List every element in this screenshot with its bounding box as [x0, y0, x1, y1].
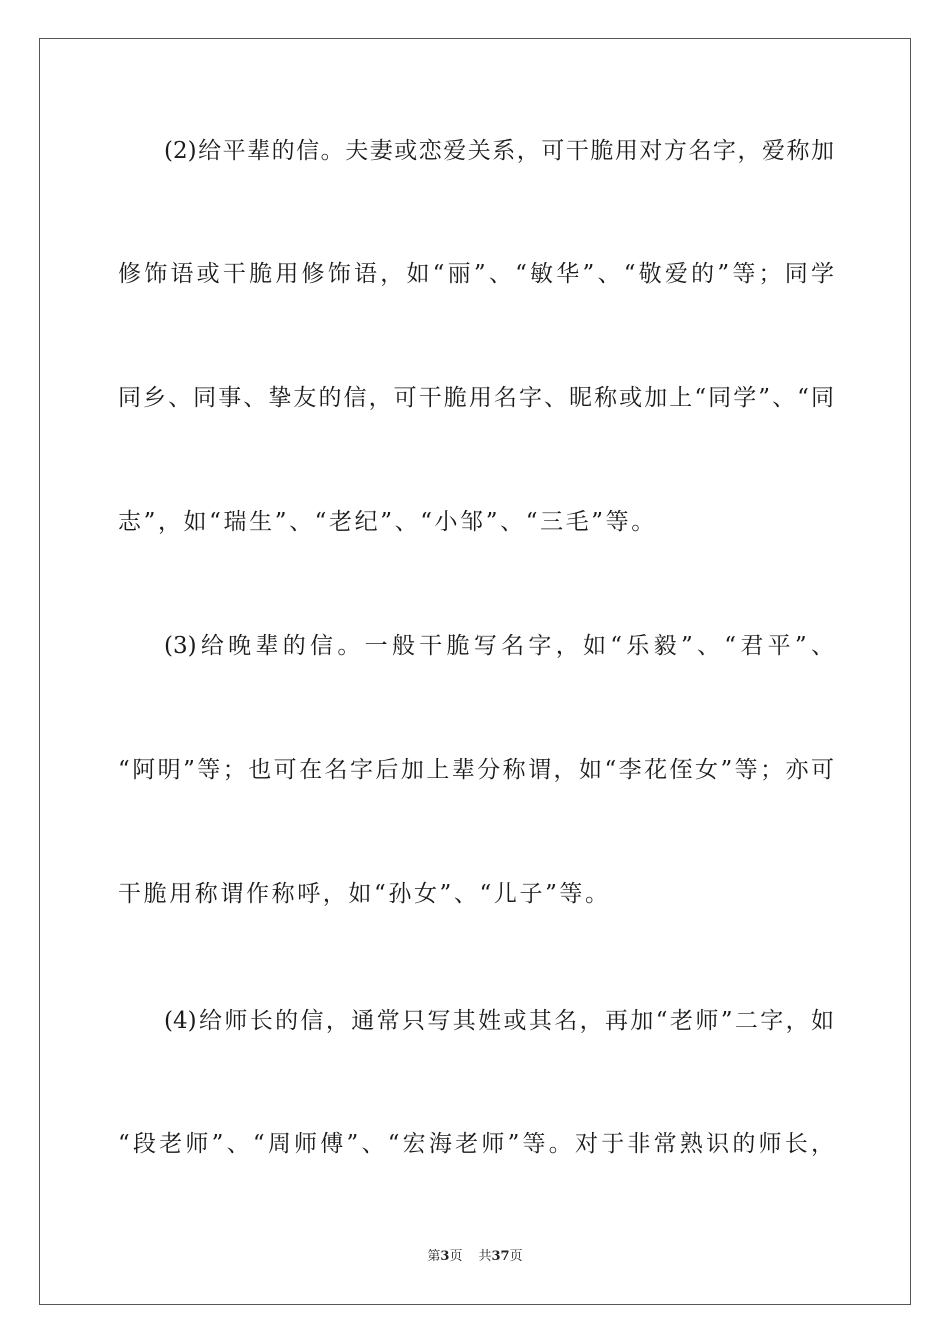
footer-page-suffix: 页: [449, 1249, 463, 1264]
footer-total-pages: 37: [491, 1249, 510, 1264]
footer-total-prefix: 共: [478, 1249, 492, 1264]
paragraph-3-line-1: (3)给晚辈的信。一般干脆写名字，如“乐毅”、“君平”、: [164, 633, 834, 659]
footer-page-prefix: 第: [427, 1249, 441, 1264]
footer-page-number: 3: [440, 1249, 450, 1264]
paragraph-2-line-1: (2)给平辈的信。夫妻或恋爱关系，可干脆用对方名字，爱称加: [164, 138, 834, 164]
page-border: [39, 38, 911, 1305]
paragraph-2-line-4: 志”，如“瑞生”、“老纪”、“小邹”、“三毛”等。: [118, 509, 657, 535]
paragraph-3-line-2: “阿明”等；也可在名字后加上辈分称谓，如“李花侄女”等；亦可: [118, 757, 834, 783]
page-footer: [0, 1248, 950, 1266]
paragraph-3-line-3: 干脆用称谓作称呼，如“孙女”、“儿子”等。: [118, 881, 611, 907]
paragraph-2-line-3: 同乡、同事、挚友的信，可干脆用名字、昵称或加上“同学”、“同: [118, 385, 834, 411]
paragraph-4-line-1: (4)给师长的信，通常只写其姓或其名，再加“老师”二字，如: [164, 1008, 834, 1034]
footer-total-suffix: 页: [509, 1249, 523, 1264]
paragraph-2-line-2: 修饰语或干脆用修饰语，如“丽”、“敏华”、“敬爱的”等；同学: [118, 261, 834, 287]
paragraph-4-line-2: “段老师”、“周师傅”、“宏海老师”等。对于非常熟识的师长，: [118, 1131, 834, 1157]
